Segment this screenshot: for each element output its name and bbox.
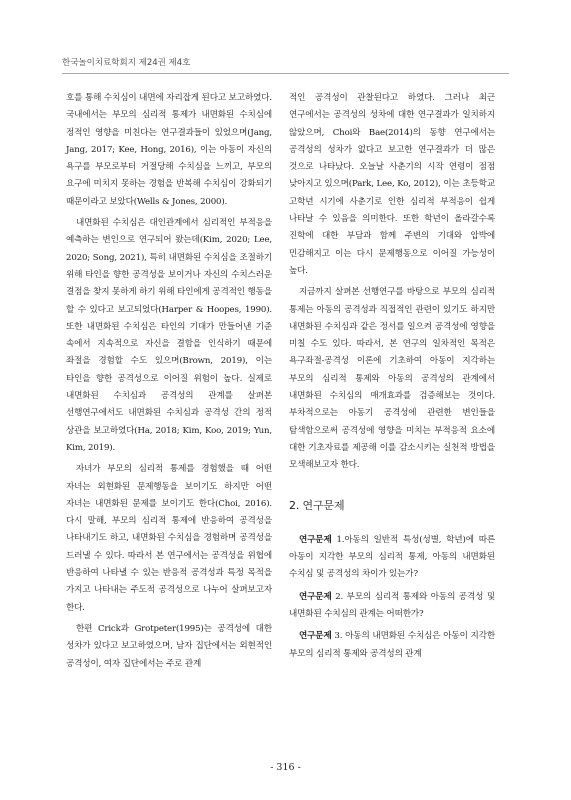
right-column: [289, 90, 495, 663]
research-question-text: 1.아동의 일반적 특성(성별, 학년)에 따른 아동이 지각한 부모의 심리적 통제, 아동의 내면화된 수치심 및 공격성의 차이가 있는가?: [289, 534, 495, 580]
body-paragraph: 내면화된 수치심은 대인관계에서 심리적인 부적응을 예측하는 변인으로 연구되어 왔는데(Kim, 2020; Lee, 2020; Song, 2021), 특히 내면화된 수치심을 조절하기 위해 타인을 향한 공격성을 보이거나 자신의 수치스러운 결점을 찾지 못하게 하기 위해 타인에게 공격적인 행동을 할 수 있다고 보고되었다(Harper & Hoopes, 1990). 또한 내면화된 수치심은 타인의 기대가 만들어낸 기준 속에서 지속적으로 자신을 결함을 인식하기 때문에 좌절을 경험할 수도 있으며(Brown, 2019), 이는 타인을 향한 공격성으로 이어질 위험이 높다. 실제로 내면화된 수치심과 공격성의 관계를 살펴본 선행연구에서도 내면화된 수치심과 공격성 간의 정적 상관을 보고하였다(Ha, 2018; Kim, Koo, 2019; Yun, Kim, 2019).: [66, 218, 272, 453]
research-question-label: 연구문제: [299, 591, 332, 602]
left-column: [66, 90, 272, 673]
body-paragraph: 자녀가 부모의 심리적 통제를 경험했을 때 어떤 자녀는 외현화된 문제행동을 보이기도 하지만 어떤 자녀는 내면화된 문제를 보이기도 한다(Choi, 2016). 다시 말해, 부모의 심리적 통제에 반응하여 공격성을 나타내기도 하고, 내면화된 수치심을 경험하며 공격성을 드러낼 수 있다. 따라서 본 연구에서는 공격성을 위협에 반응하여 나타낼 수 있는 반응적 공격성과 특정 목적을 가지고 나타내는 주도적 공격성으로 나누어 살펴보고자 한다.: [66, 464, 272, 613]
section-heading: 2. 연구문제: [289, 498, 345, 512]
body-paragraph: 한편 Crick과 Grotpeter(1995)는 공격성에 대한 성차가 있다고 보고하였으며, 남자 집단에서는 외현적인 공격성이, 여자 집단에서는 주로 관계: [66, 623, 272, 669]
research-question-label: 연구문제: [299, 534, 332, 545]
research-question-label: 연구문제: [299, 631, 332, 642]
research-question-3: [289, 628, 495, 663]
research-question-1: [289, 532, 495, 584]
running-head: 한국놀이치료학회지 제24권 제4호: [62, 58, 191, 68]
research-question-text: 3. 아동의 내면화된 수치심은 아동이 지각한 부모의 심리적 통제와 공격성의 관계: [289, 631, 495, 659]
body-paragraph: 적인 공격성이 관찰된다고 하였다. 그러나 최근 연구에서는 공격성의 성차에 대한 연구결과가 일치하지 않았으며, Choi와 Bae(2014)의 동향 연구에서는 공격성의 성차가 없다고 보고한 연구결과가 더 많은 것으로 나타났다. 오늘날 사춘기의 시작 연령이 점점 낮아지고 있으며(Park, Lee, Ko, 2012), 이는 초등학교 고학년 시기에 사춘기로 인한 심리적 부적응이 쉽게 나타날 수 있음을 의미한다. 또한 학년이 올라갈수록 진학에 대한 부담과 함께 주변의 기대와 압박에 민감해지고 이는 다시 문제행동으로 이어질 가능성이 높다.: [289, 93, 495, 276]
page-number: - 316 -: [270, 762, 301, 773]
header-rule: [62, 73, 509, 74]
research-question-text: 2. 부모의 심리적 통제와 아동의 공격성 및 내면화된 수치심의 관계는 어떠한가?: [289, 591, 495, 620]
body-paragraph: 지금까지 살펴본 선행연구를 바탕으로 부모의 심리적 통제는 아동의 공격성과 직접적인 관련이 있기도 하지만 내면화된 수치심과 같은 정서를 일으켜 공격성에 영향을 미칠 수도 있다. 따라서, 본 연구의 일차적인 목적은 욕구좌절-공격성 이론에 기초하여 아동이 지각하는 부모의 심리적 통제와 아동의 공격성의 관계에서 내면화된 수치심의 매개효과를 검증해보는 것이다. 부차적으로는 아동기 공격성에 관련한 변인들을 탐색함으로써 공격성에 영향을 미치는 부적응적 요소에 대한 기초자료를 제공해 이를 감소시키는 실천적 방법을 모색해보고자 한다.: [289, 287, 495, 471]
body-paragraph: 호를 통해 수치심이 내면에 자리잡게 된다고 보고하였다. 국내에서는 부모의 심리적 통제가 내면화된 수치심에 정적인 영향을 미친다는 연구결과들이 있었으며(Jang, Jang, 2017; Kee, Hong, 2016), 이는 아동이 자신의 욕구를 부모로부터 거절당해 수치심을 느끼고, 부모의 요구에 미치지 못하는 경험을 반복해 수치심이 강화되기 때문이라고 보았다(Wells & Jones, 2000).: [66, 93, 272, 207]
research-question-2: [289, 589, 495, 624]
